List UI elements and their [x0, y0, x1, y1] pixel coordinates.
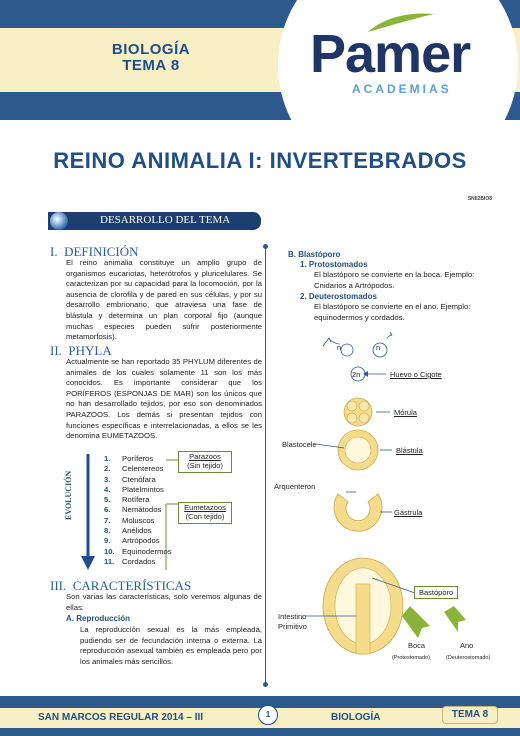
footer-course: SAN MARCOS REGULAR 2014 – III	[38, 712, 204, 723]
deuterostomados-text: El blastóporo se convierte en el ano. Ejemplo: equinodermos y cordados.	[314, 302, 471, 322]
characteristics-title: CARACTERÍSTICAS	[72, 578, 192, 593]
logo-text: Pamer	[310, 24, 471, 84]
reproduction-text: La reproducción sexual es la más empleada, pudiendo ser de fecundación interna o externa. La reproducción asexual también es empleada pero por los animales más sencillos.	[80, 625, 262, 666]
parazoos-label: Parazoos	[189, 452, 221, 461]
definition-title: DEFINICIÓN	[64, 244, 139, 259]
page-title: REINO ANIMALIA I: INVERTEBRADOS	[53, 148, 467, 173]
list-item: 1. Poríferos	[104, 454, 154, 463]
gamete-n1: n	[337, 343, 342, 352]
list-item: 3. Ctenófara	[104, 474, 156, 484]
section-bar-label: DESARROLLO DEL TEMA	[100, 214, 231, 226]
phyla-number: II.	[50, 343, 62, 358]
protostomados-text: El blastóporo se convierte en la boca. Ejemplo: Cnidarios a Artrópodos.	[314, 270, 475, 290]
characteristics-intro: Son varias las características, solo veremos algunas de ellas:	[66, 592, 262, 612]
ano-label: Ano	[460, 641, 474, 650]
blastocele-label: Blastocele	[282, 440, 317, 449]
document-code: SNII2BIO8	[467, 196, 492, 202]
boca-label: Boca	[408, 641, 426, 650]
phyla-text: Actualmente se han reportado 35 PHYLUM diferentes de animales de los cuales solamente 11 son los más conocidos. Es importante considerar que los PORÍFEROS (ESPONJAS DE MAR) son los únicos que no han desarrollado tejidos, por eso son denominados PARAZOOS. Los demás si presentan tejidos con funciones específicas e interrelacionadas, a ellos se les denomina EUMETAZOOS.	[66, 357, 262, 441]
eumetazoos-label: Eumetazoos	[184, 503, 226, 512]
protostomados-heading: 1. Protostomados	[300, 260, 368, 269]
definition-text: El reino animalia constituye un amplio grupo de organismos eucariotas, heterótrofos y pluricelulares. Se caracterizan por su capacidad para la locomoción, por la ausencia de clorofila y de pared en sus células, y por su desarrollo embrionario, que atraviesa una fase de blástula y determina un plan corporal fijo (aunque muchas especies pueden sufrir posteriormente metamorfosis).	[66, 258, 262, 342]
header-subject	[76, 42, 226, 74]
footer-subject: BIOLOGÍA	[331, 712, 381, 723]
morula-icon	[344, 398, 372, 426]
list-item: 9. Artrópodos	[104, 536, 160, 546]
arrow-icon	[402, 606, 430, 638]
gamete-n2: n	[376, 343, 381, 352]
header-subject-label: BIOLOGÍA	[111, 41, 191, 58]
eumetazoos-box	[178, 502, 232, 524]
arrow-icon	[444, 606, 466, 632]
list-item: 4. Platelmintos	[104, 484, 164, 494]
eumetazoos-sub: (Con tejido)	[185, 512, 225, 521]
column-divider	[265, 246, 266, 684]
list-item: 6. Nemátodos	[104, 505, 162, 515]
phyla-title: PHYLA	[68, 343, 112, 358]
list-item: 10. Equinodermos	[104, 546, 172, 556]
gastrula-icon	[334, 494, 382, 531]
evolution-arrow-icon	[78, 450, 188, 572]
morula-label: Mórula	[394, 408, 417, 417]
list-item: 7. Moluscos	[104, 515, 155, 525]
reproduction-heading: A. Reproducción	[66, 614, 131, 623]
embryo-development-diagram	[268, 326, 508, 690]
divider-dot-icon	[263, 244, 268, 249]
parazoos-box	[178, 451, 232, 473]
blastula-label: Blástula	[396, 446, 423, 455]
arquenteron-label: Arquenteron	[274, 482, 316, 491]
list-item: 11. Cordados	[104, 556, 156, 566]
evolution-label: EVOLUCIÓN	[64, 470, 73, 520]
zygote-2n: 2n	[352, 370, 361, 379]
section-bullet-icon	[50, 212, 68, 230]
list-item: 8. Anélidos	[104, 526, 152, 536]
footer-topic-badge: TEMA 8	[442, 706, 498, 724]
list-item: 2. Celentereos	[104, 464, 164, 474]
definition-number: I.	[50, 244, 58, 259]
deuterostomado-label: (Deuterostomado)	[446, 655, 491, 661]
protostomado-label: (Protestomado)	[392, 655, 430, 661]
intestino-label-1: Intestino	[278, 612, 307, 621]
huevo-label: Huevo o Cigote	[390, 370, 442, 379]
parazoos-sub: (Sin tejido)	[187, 461, 223, 470]
sperm-cell-icon	[341, 344, 353, 356]
intestino-label-2: Primitivo	[278, 622, 307, 631]
blastoporo-heading: B. Blastóporo	[288, 250, 341, 259]
header-topic-label: TEMA 8	[122, 57, 180, 74]
characteristics-number: III.	[50, 578, 67, 593]
page-number: 1	[258, 705, 278, 725]
list-item: 5. Rotífera	[104, 495, 150, 505]
gastrula-label: Gástrula	[394, 508, 423, 517]
blastoporo-label: Bastóporo	[414, 586, 458, 599]
logo-subtitle: ACADEMIAS	[352, 82, 452, 96]
deuterostomados-heading: 2. Deuterostomados	[300, 292, 377, 301]
